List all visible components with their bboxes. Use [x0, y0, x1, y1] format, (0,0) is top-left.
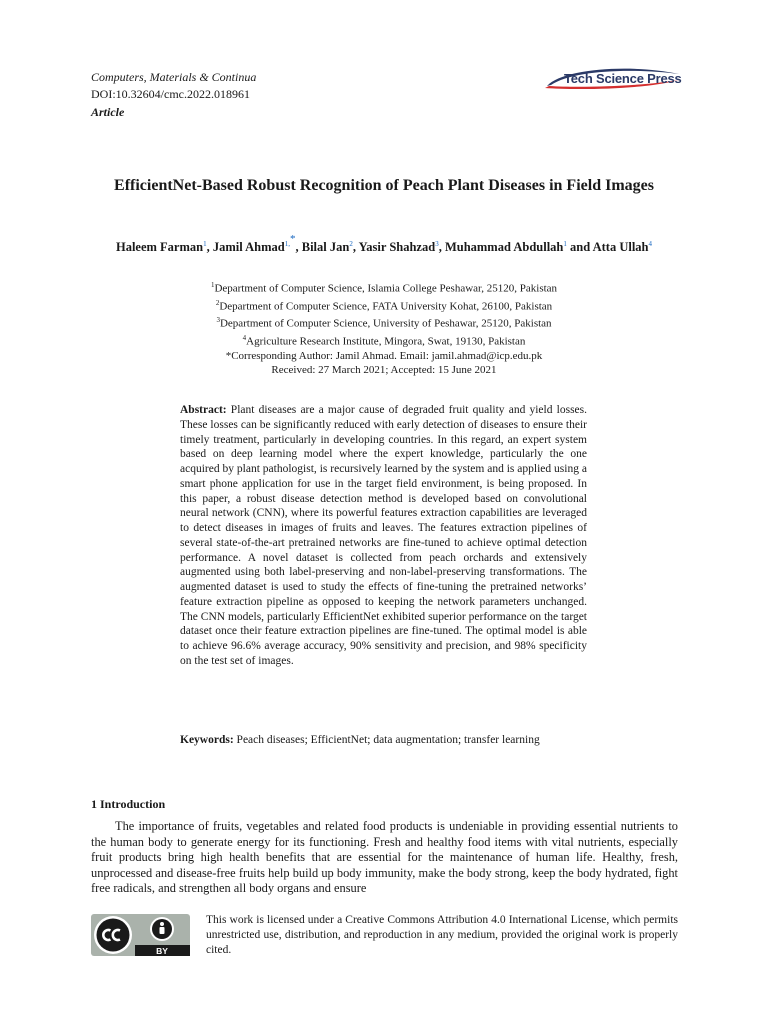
abstract-text: Plant diseases are a major cause of degraded fruit quality and yield losses. These losses can be significantly reduced with early detection of diseases to ensure their timely treatment, particularly in developing countries. In this regard, an expert system based on deep learning model where the expert knowledge, particularly the one acquired by plant pathologist, is recursively learned by the system and is applied using a smart phone application for use in the target field environment, is being proposed. In this paper, a robust disease detection method is developed based on convolutional neural network (CNN), where its powerful features extraction capabilities are leveraged to detect diseases in images of fruits and leaves. The features extraction pipelines of several state-of-the-art pretrained networks are fine-tuned to achieve optimal detection performance. A novel dataset is collected from peach orchards and extensively augmented using both label-preserving and non-label-preserving transformations. The augmented dataset is used to study the effects of fine-tuning the pretrained networks’ feature extraction pipeline as opposed to keeping the network parameters unchanged. The CNN models, particularly EfficientNet exhibited superior performance on the target dataset once their feature extraction pipelines are fine-tuned. The optimal model is able to achieve 96.6% average accuracy, 90% sensitivity and precision, and 98% specificity on the test set of images.: [180, 404, 587, 667]
author-affiliation-marker: 4: [648, 240, 653, 248]
doi[interactable]: DOI:10.32604/cmc.2022.018961: [91, 87, 250, 101]
section-heading: 1 Introduction: [91, 797, 166, 811]
author-name: Haleem Farman: [115, 240, 204, 255]
affiliations: [84, 278, 684, 377]
keywords-text: Peach diseases; EfficientNet; data augmentation; transfer learning: [236, 734, 540, 746]
author-affiliation-marker: 1,*: [284, 233, 296, 248]
license-text: This work is licensed under a Creative Commons Attribution 4.0 International License, which permits unrestricted use, distribution, and reproduction in any medium, provided the original work is properly cited.: [206, 914, 678, 956]
author-name: Yasir Shahzad: [358, 240, 436, 255]
cc-by-license-badge[interactable]: [91, 914, 190, 956]
author-affiliation-marker: 1: [203, 240, 207, 248]
received-accepted-dates: Received: 27 March 2021; Accepted: 15 June 2021: [271, 363, 497, 376]
corresponding-author[interactable]: *Corresponding Author: Jamil Ahmad. Email: jamil.ahmad@icp.edu.pk: [225, 349, 543, 362]
abstract: [180, 403, 587, 669]
keywords: [180, 733, 600, 748]
paper-title: EfficientNet-Based Robust Recognition of Peach Plant Diseases in Field Images: [114, 177, 654, 194]
author-name: Jamil Ahmad: [212, 240, 285, 255]
author-name: Atta Ullah: [592, 240, 649, 255]
article-type: Article: [91, 105, 125, 119]
author-list: Haleem Farman$^1$, Jamil Ahmad$^{1,^*}$, Bilal Jan$^2$, Yasir Shahzad$^3$, Muhammad Abdullah$^1$ and Atta Ullah$^4$: [115, 233, 653, 255]
author-affiliation-marker: 2: [349, 240, 353, 248]
publisher-name: Tech Science Press: [564, 71, 682, 86]
author-affiliation-marker: 1: [563, 240, 567, 248]
intro-paragraph: The importance of fruits, vegetables and related food products is undeniable in providing essential nutrients to the human body to generate energy for its functioning. Fresh and healthy food items with vital nutrients, especially fruit products bring high health benefits that are essential for the maintenance of human life. Healthy, fresh, unprocessed and disease-free fruits help build up body immunity, make the body strong, keep the body hydrated, fight free radicals, and strengthen all body organs and ensure: [91, 819, 678, 895]
journal-name: Computers, Materials & Continua: [91, 70, 257, 84]
author-name: Muhammad Abdullah: [444, 240, 564, 255]
affiliation-1: $^1$Department of Computer Science, Islamia College Peshawar, 25120, Pakistan: [210, 281, 558, 295]
introduction-text: [91, 819, 678, 897]
keywords-label: Keywords:: [180, 734, 234, 746]
author-name: Bilal Jan: [301, 240, 350, 255]
by-label: BY: [156, 946, 168, 956]
cc-icon: [94, 916, 132, 954]
attribution-person-icon: [150, 917, 174, 941]
affiliation-2: $^2$Department of Computer Science, FATA University Kohat, 26100, Pakistan: [215, 298, 553, 313]
affiliation-3: $^3$Department of Computer Science, University of Peshawar, 25120, Pakistan: [216, 316, 552, 330]
author-affiliation-marker: 3: [435, 240, 439, 248]
abstract-label: Abstract:: [180, 404, 227, 416]
affiliation-4: $^4$Agriculture Research Institute, Mingora, Swat, 19130, Pakistan: [242, 333, 526, 348]
publisher-logo: [543, 66, 683, 92]
